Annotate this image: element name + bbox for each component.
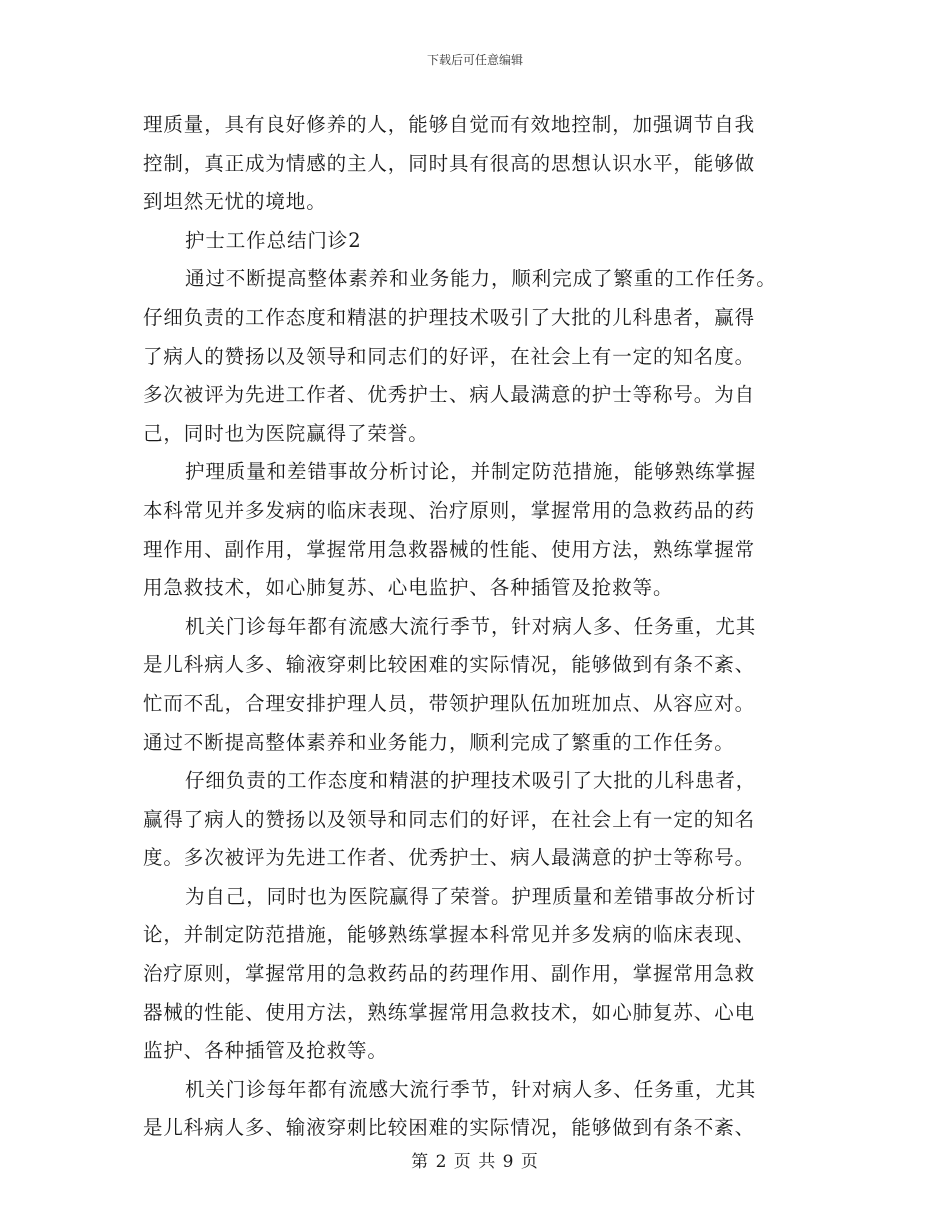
text-line: 己，同时也为医院赢得了荣誉。 bbox=[143, 421, 429, 445]
document-body bbox=[143, 106, 807, 1148]
text-line: 是儿科病人多、输液穿刺比较困难的实际情况，能够做到有条不紊、 bbox=[143, 653, 756, 677]
text-line: 器械的性能、使用方法，熟练掌握常用急救技术，如心肺复苏、心电 bbox=[143, 1000, 756, 1024]
paragraph-start: 护理质量和差错事故分析讨论，并制定防范措施，能够熟练掌握 bbox=[185, 460, 757, 484]
text-line: 本科常见并多发病的临床表现、治疗原则，掌握常用的急救药品的药 bbox=[143, 498, 756, 522]
paragraph-start: 通过不断提高整体素养和业务能力，顺利完成了繁重的工作任务。 bbox=[185, 267, 777, 291]
text-line: 通过不断提高整体素养和业务能力，顺利完成了繁重的工作任务。 bbox=[143, 730, 735, 754]
text-line: 仔细负责的工作态度和精湛的护理技术吸引了大批的儿科患者，赢得 bbox=[143, 305, 756, 329]
text-line: 度。多次被评为先进工作者、优秀护士、病人最满意的护士等称号。 bbox=[143, 846, 756, 870]
text-line: 多次被评为先进工作者、优秀护士、病人最满意的护士等称号。为自 bbox=[143, 383, 756, 407]
text-line: 控制，真正成为情感的主人，同时具有很高的思想认识水平，能够做 bbox=[143, 151, 756, 175]
text-line: 理质量，具有良好修养的人，能够自觉而有效地控制，加强调节自我 bbox=[143, 113, 756, 136]
text-line: 了病人的赞扬以及领导和同志们的好评，在社会上有一定的知名度。 bbox=[143, 344, 756, 368]
text-line: 监护、各种插管及抢救等。 bbox=[143, 1039, 388, 1063]
paragraph-start: 为自己，同时也为医院赢得了荣誉。护理质量和差错事故分析讨 bbox=[185, 884, 757, 908]
paragraph-start: 机关门诊每年都有流感大流行季节，针对病人多、任务重，尤其 bbox=[185, 614, 757, 638]
text-line: 忙而不乱，合理安排护理人员，带领护理队伍加班加点、从容应对。 bbox=[143, 691, 756, 715]
text-line: 赢得了病人的赞扬以及领导和同志们的好评，在社会上有一定的知名 bbox=[143, 807, 756, 831]
text-line: 论，并制定防范措施，能够熟练掌握本科常见并多发病的临床表现、 bbox=[143, 923, 756, 947]
text-line: 理作用、副作用，掌握常用急救器械的性能、使用方法，熟练掌握常 bbox=[143, 537, 756, 561]
text-line: 用急救技术，如心肺复苏、心电监护、各种插管及抢救等。 bbox=[143, 576, 674, 600]
paragraph-start: 仔细负责的工作态度和精湛的护理技术吸引了大批的儿科患者， bbox=[185, 769, 757, 793]
text-line: 是儿科病人多、输液穿刺比较困难的实际情况，能够做到有条不紊、 bbox=[143, 1116, 756, 1140]
page-header-note: 下载后可任意编辑 bbox=[426, 53, 523, 67]
section-heading: 护士工作总结门诊2 bbox=[185, 228, 362, 252]
page-number-footer: 第 2 页 共 9 页 bbox=[411, 1152, 539, 1172]
paragraph-start: 机关门诊每年都有流感大流行季节，针对病人多、任务重，尤其 bbox=[185, 1077, 757, 1101]
text-line: 治疗原则，掌握常用的急救药品的药理作用、副作用，掌握常用急救 bbox=[143, 962, 756, 986]
text-line: 到坦然无忧的境地。 bbox=[143, 190, 327, 214]
